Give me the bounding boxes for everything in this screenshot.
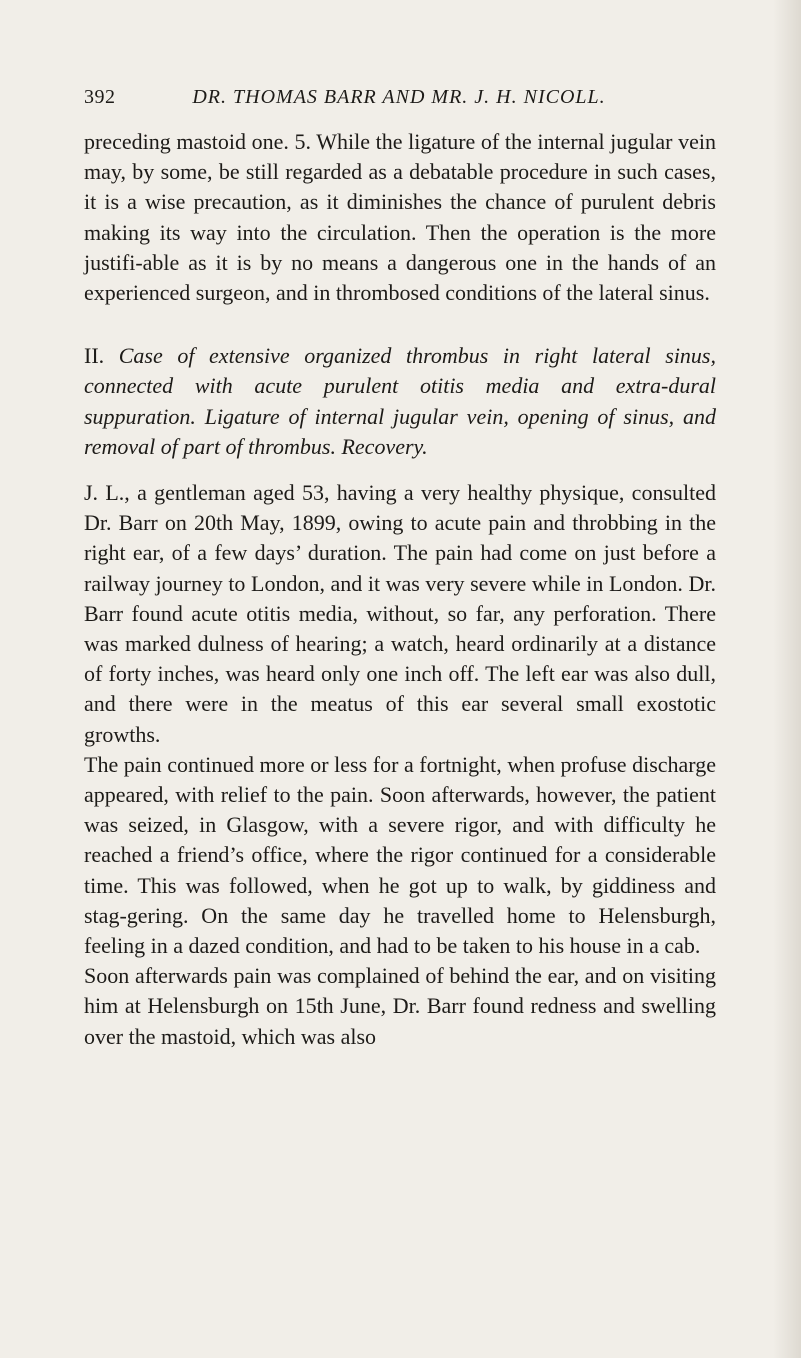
paragraph: Soon afterwards pain was complained of behind the ear, and on visiting him at Helensburgh on 15th June, Dr. Barr found redness and swelling over the mastoid, which was also	[84, 963, 716, 1049]
case-title: Case of extensive organized thrombus in right lateral sinus, connected with acute purulent otitis media and extra-dural suppuration. Ligature of internal jugular vein, opening of sinus, and removal of part of thrombus. Recovery.	[84, 343, 716, 459]
page-header	[84, 86, 714, 116]
case-numeral: II.	[84, 343, 105, 369]
paragraph-continuation: preceding mastoid one. 5. While the ligature of the internal jugular vein may, by some, be still regarded as a debatable procedure in such cases, it is a wise precaution, as it diminishes the chance of purulent debris making its way into the circulation. Then the operation is the more justifi-able as it is by no means a dangerous one in the hands of an experienced surgeon, and in thrombosed conditions of the lateral sinus.	[84, 129, 716, 306]
paragraph: The pain continued more or less for a fortnight, when profuse discharge appeared, with relief to the pain. Soon afterwards, however, the patient was seized, in Glasgow, with a severe rigor, and with difficulty he reached a friend’s office, where the rigor continued for a considerable time. This was followed, when he got up to walk, by giddiness and stag-gering. On the same day he travelled home to Helensburgh, feeling in a dazed condition, and had to be taken to his house in a cab.	[84, 751, 716, 959]
page-edge-shadow	[773, 0, 801, 1358]
running-head: DR. THOMAS BARR AND MR. J. H. NICOLL.	[192, 86, 606, 108]
case-heading	[84, 341, 716, 462]
page-body	[84, 127, 716, 1052]
page-number: 392	[84, 86, 116, 108]
paragraph: J. L., a gentleman aged 53, having a very healthy physique, consulted Dr. Barr on 20th May, 1899, owing to acute pain and throbbing in the right ear, of a few days’ duration. The pain had come on just before a railway journey to London, and it was very severe while in London. Dr. Barr found acute otitis media, without, so far, any perforation. There was marked dulness of hearing; a watch, heard ordinarily at a distance of forty inches, was heard only one inch off. The left ear was also dull, and there were in the meatus of this ear several small exostotic growths.	[84, 480, 716, 747]
